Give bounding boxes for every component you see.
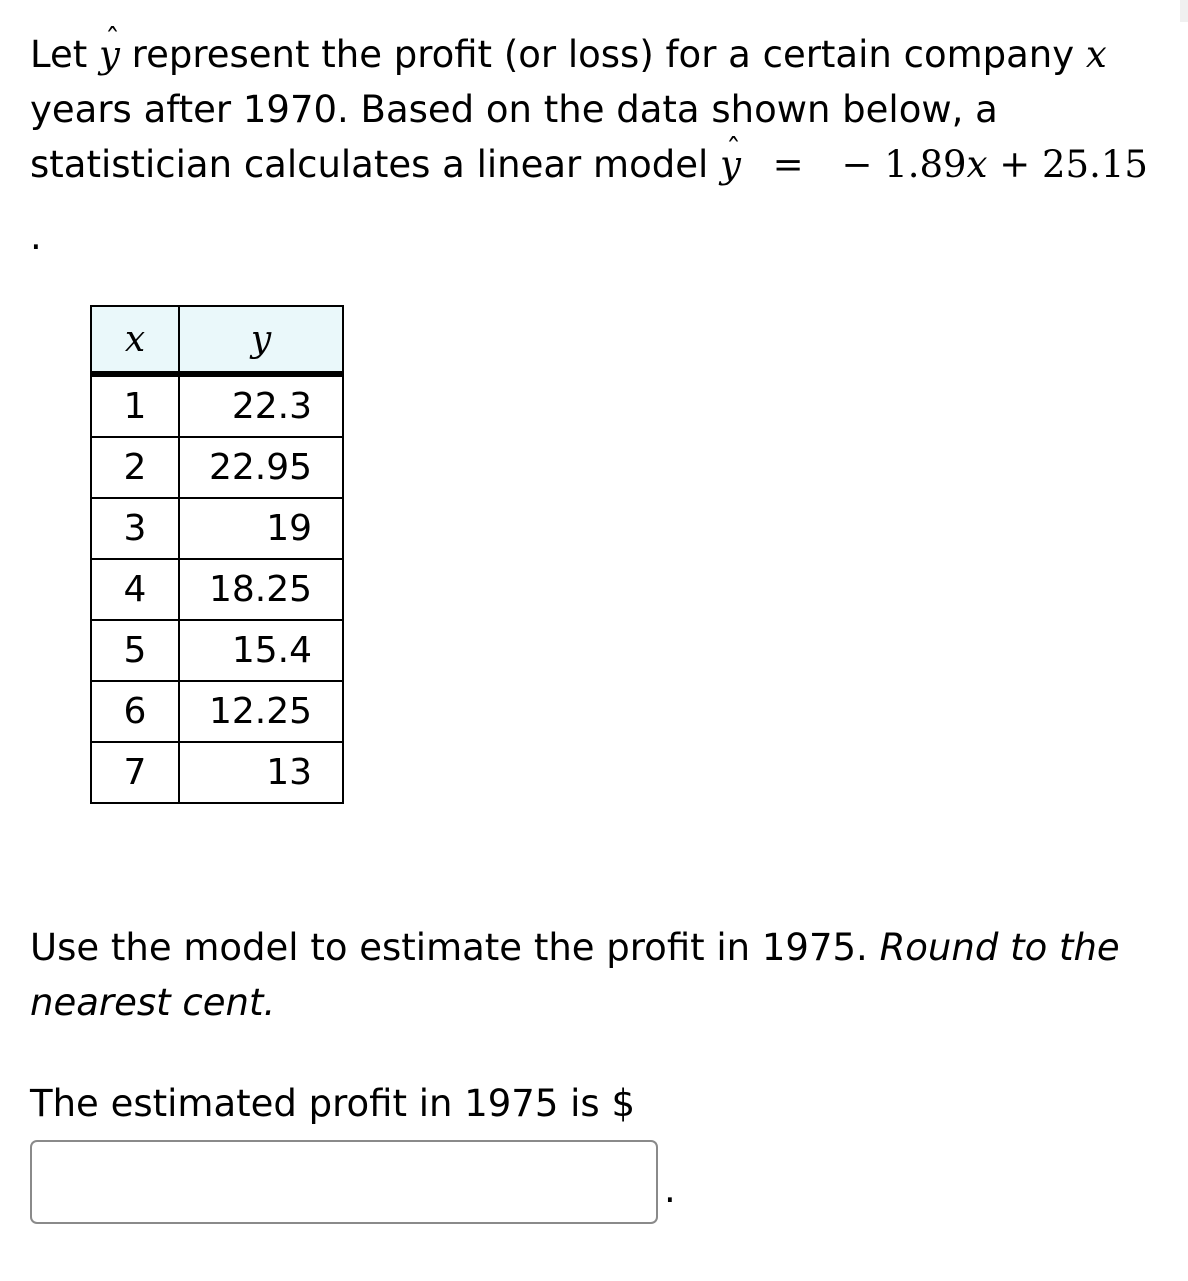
data-table bbox=[90, 305, 344, 804]
model-equals-sign: = bbox=[772, 143, 804, 186]
answer-period: . bbox=[664, 1168, 676, 1211]
question-text-let: Let bbox=[30, 33, 88, 76]
table-header-row bbox=[91, 306, 343, 374]
answer-label: The estimated profit in 1975 is $ bbox=[30, 1082, 636, 1125]
table-cell-x: 2 bbox=[91, 437, 179, 498]
table-header-y: y bbox=[179, 306, 343, 374]
table-cell-y: 19 bbox=[179, 498, 343, 559]
table-cell-x: 4 bbox=[91, 559, 179, 620]
table-cell-x: 7 bbox=[91, 742, 179, 803]
question-line-1 bbox=[30, 27, 1180, 82]
model-intercept: + 25.15 bbox=[999, 143, 1148, 186]
scrollbar-edge bbox=[1180, 0, 1188, 22]
table-cell-y: 22.3 bbox=[179, 374, 343, 437]
answer-input-box[interactable] bbox=[30, 1140, 658, 1224]
table-cell-x: 3 bbox=[91, 498, 179, 559]
table-header-x: x bbox=[91, 306, 179, 374]
table-row bbox=[91, 437, 343, 498]
table-cell-y: 15.4 bbox=[179, 620, 343, 681]
x-symbol: x bbox=[1085, 33, 1107, 76]
model-x-variable: x bbox=[966, 143, 988, 186]
question-text bbox=[30, 27, 1180, 192]
question-period: . bbox=[30, 215, 42, 258]
model-y-hat-symbol: ˆ y bbox=[720, 137, 741, 192]
table-row bbox=[91, 374, 343, 437]
table-row bbox=[91, 681, 343, 742]
followup-question bbox=[30, 920, 1180, 1030]
table-cell-y: 12.25 bbox=[179, 681, 343, 742]
table-cell-x: 1 bbox=[91, 374, 179, 437]
question-text-profit: represent the profit (or loss) for a certain company bbox=[131, 33, 1075, 76]
table-cell-y: 22.95 bbox=[179, 437, 343, 498]
followup-text: Use the model to estimate the profit in 1975. bbox=[30, 926, 868, 969]
table-row bbox=[91, 498, 343, 559]
rounding-instruction: Round to the nearest cent. bbox=[30, 926, 1120, 1024]
table-cell-x: 6 bbox=[91, 681, 179, 742]
question-line-3 bbox=[30, 137, 1180, 192]
model-slope: − 1.89 bbox=[841, 143, 967, 186]
table-row bbox=[91, 559, 343, 620]
table-cell-y: 18.25 bbox=[179, 559, 343, 620]
table-row bbox=[91, 620, 343, 681]
table-row bbox=[91, 742, 343, 803]
question-text-model: statistician calculates a linear model bbox=[30, 143, 709, 186]
table-cell-y: 13 bbox=[179, 742, 343, 803]
answer-input[interactable] bbox=[32, 1142, 656, 1222]
question-line-2: years after 1970. Based on the data shown below, a bbox=[30, 88, 998, 131]
table-cell-x: 5 bbox=[91, 620, 179, 681]
y-hat-symbol: ˆ y bbox=[99, 27, 120, 82]
